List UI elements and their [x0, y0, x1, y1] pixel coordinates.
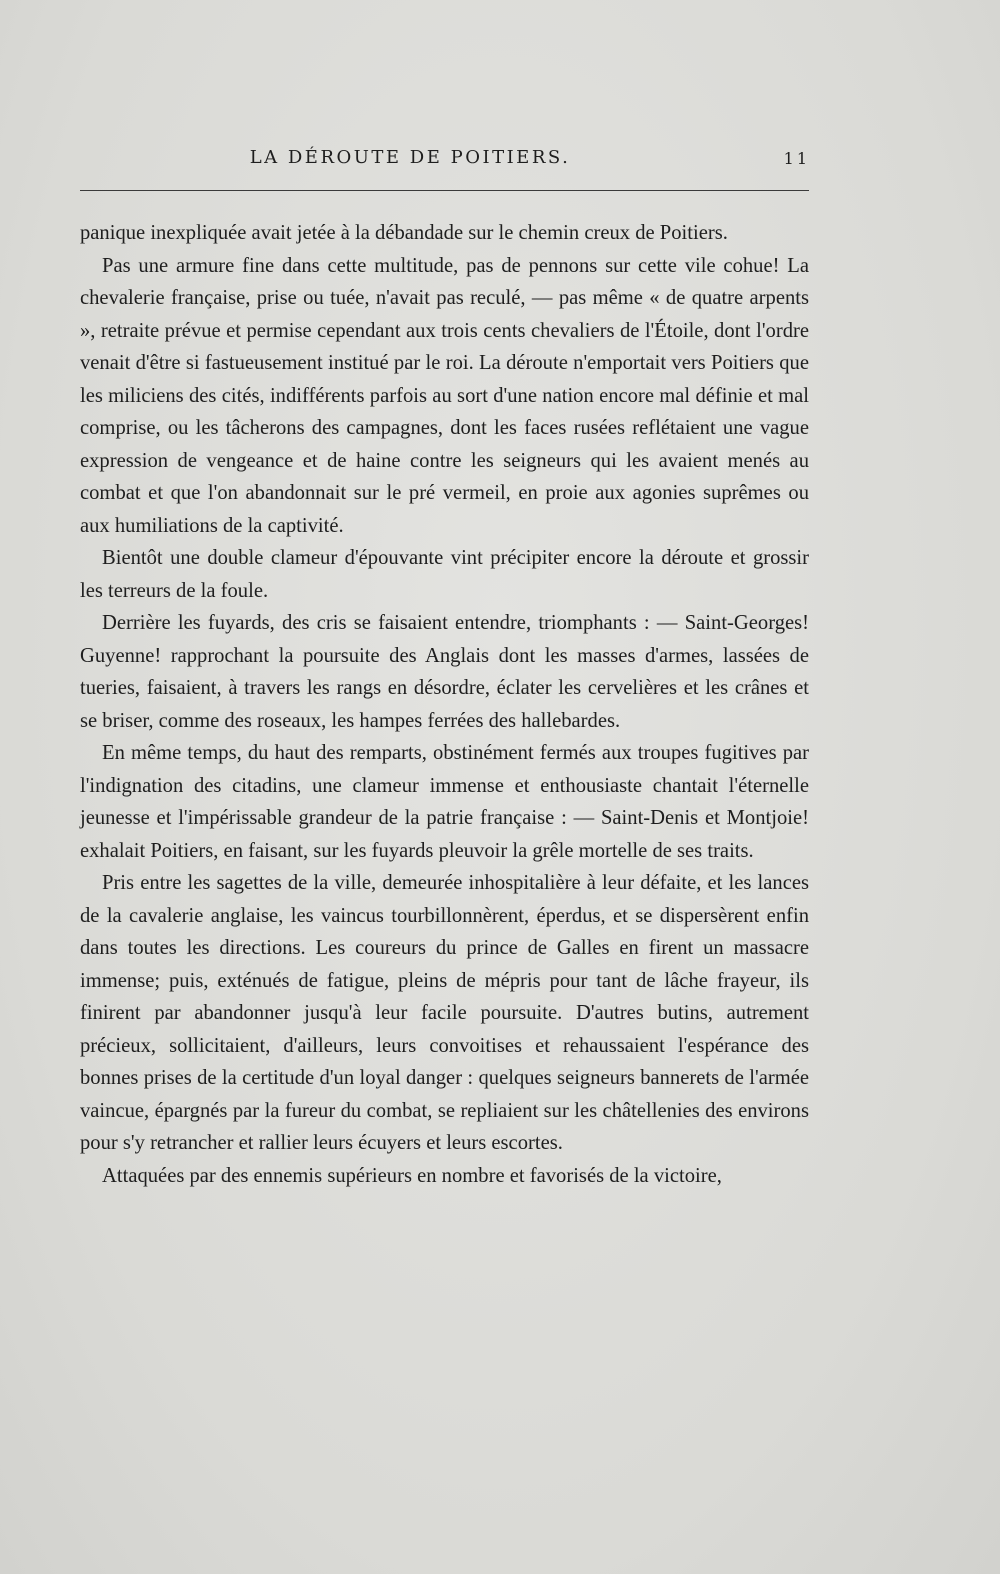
- body-text: [80, 217, 809, 1192]
- paragraph-continued: panique inexpliquée avait jetée à la débandade sur le chemin creux de Poitiers.: [80, 222, 728, 244]
- page-number: 11: [783, 149, 810, 168]
- paragraph: Bientôt une double clameur d'épouvante vint précipiter encore la déroute et grossir les terreurs de la foule.: [80, 547, 809, 602]
- header-rule: [80, 190, 809, 191]
- paragraph: Pris entre les sagettes de la ville, demeurée inhospitalière à leur défaite, et les lances de la cavalerie anglaise, les vaincus tourbillonnèrent, éperdus, et se dispersèrent enfin dans toutes les directions. Les coureurs du prince de Galles en firent un massacre immense; puis, exténués de fatigue, pleins de mépris pour tant de lâche frayeur, ils finirent par abandonner jusqu'à leur facile poursuite. D'autres butins, autrement précieux, sollicitaient, d'ailleurs, leurs convoitises et rehaussaient l'espérance des bonnes prises de la certitude d'un loyal danger : quelques seigneurs bannerets de l'armée vaincue, épargnés par la fureur du combat, se repliaient sur les châtellenies des environs pour s'y retrancher et rallier leurs écuyers et leurs escortes.: [80, 872, 809, 1154]
- paragraph: Derrière les fuyards, des cris se faisaient entendre, triomphants : — Saint-Georges! Guyenne! rapprochant la poursuite des Anglais dont les masses d'armes, lassées de tueries, faisaient, à travers les rangs en désordre, éclater les cervelières et les crânes et se briser, comme des roseaux, les hampes ferrées des hallebardes.: [80, 612, 809, 732]
- paragraph: Attaquées par des ennemis supérieurs en nombre et favorisés de la victoire,: [102, 1164, 722, 1187]
- running-head: [80, 143, 810, 173]
- paragraph: En même temps, du haut des remparts, obstinément fermés aux troupes fugitives par l'indignation des citadins, une clameur immense et enthousiaste chantait l'éternelle jeunesse et l'impérissable grandeur de la patrie française : — Saint-Denis et Montjoie! exhalait Poitiers, en faisant, sur les fuyards pleuvoir la grêle mortelle de ses traits.: [80, 742, 809, 862]
- paragraph: Pas une armure fine dans cette multitude, pas de pennons sur cette vile cohue! La chevalerie française, prise ou tuée, n'avait pas reculé, — pas même « de quatre arpents », retraite prévue et permise cependant aux trois cents chevaliers de l'Étoile, dont l'ordre venait d'être si fastueusement institué par le roi. La déroute n'emportait vers Poitiers que les miliciens des cités, indifférents parfois au sort d'une nation encore mal définie et mal comprise, ou les tâcherons des campagnes, dont les faces rusées reflétaient une vague expression de vengeance et de haine contre les seigneurs qui les avaient menés au combat et que l'on abandonnait sur le pré vermeil, en proie aux agonies suprêmes ou aux humiliations de la captivité.: [80, 254, 809, 537]
- running-title: LA DÉROUTE DE POITIERS.: [249, 147, 571, 168]
